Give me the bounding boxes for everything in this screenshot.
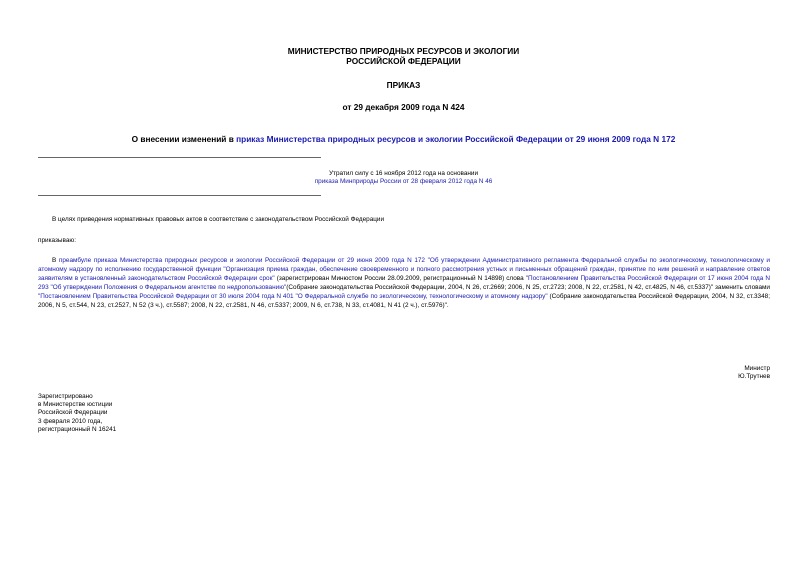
- signatory-position: Министр: [744, 365, 770, 372]
- signature-block: [738, 365, 770, 381]
- registration-line-4: 3 февраля 2010 года,: [38, 417, 103, 425]
- signatory-name: Ю.Трутнев: [738, 373, 770, 381]
- para-end: (Собрание законодательства Российской Федерации, 2004, N 32, ст.3348; 2006, N 5, ст.544, N 23, ст.2527, N 52 (3 ч.), ст.5587; 2008, N 22, ст.2581, N 46, ст.5337; 2009, N 6, ст.738, N 33, ст.4081, N 41 (2 ч.), ст.5976)".: [38, 292, 770, 309]
- registration-line-3: Российской Федерации: [38, 409, 108, 417]
- document-date: от 29 декабря 2009 года N 424: [342, 102, 465, 112]
- registration-line-1: Зарегистрировано: [38, 393, 93, 400]
- divider-top: [38, 157, 321, 158]
- registration-line-2: в Министерстве юстиции: [38, 401, 113, 409]
- ministry-line-2: РОССИЙСКОЙ ФЕДЕРАЦИИ: [346, 56, 461, 66]
- para-mid-2: (Собрание законодательства Российской Федерации, 2004, N 26, ст.2669; 2006, N 25, ст.2723; 2008, N 22, ст.2581, N 42, ст.4825, N 46, ст.5337)" заменить словами: [286, 283, 771, 291]
- resolution-401-link[interactable]: "Постановлением Правительства Российской Федерации от 30 июля 2004 года N 401 "О Федеральной службе по экологическому, технологическому и атомному надзору": [38, 292, 548, 300]
- status-note: [240, 170, 567, 186]
- intro-paragraph: В целях приведения нормативных правовых актов в соответствие с законодательством Российской Федерации: [52, 216, 385, 223]
- ministry-name: [0, 46, 807, 66]
- registration-block: [38, 393, 116, 434]
- para-start: В: [52, 257, 59, 264]
- order-172-link[interactable]: приказа Министерства природных ресурсов и экологии Российской Федерации от 29 июня 2009 года N 172 "Об утверждении Административного регламента Федеральной службы по экологическому, технологическому и атомному надзору по исполнению государственной функции "Организация приема граждан, обеспечение своевременного и полного рассмотрения устных и письменных обращений граждан, принятие по ним решений и направление ответов заявителям в установленный законодательством Российской Федерации срок": [38, 257, 770, 282]
- main-paragraph: [38, 257, 770, 310]
- document-type: ПРИКАЗ: [386, 80, 421, 90]
- para-mid-1: (зарегистрирован Минюстом России 28.09.2009, регистрационный N 14898) слова: [274, 274, 526, 282]
- ministry-line-1: МИНИСТЕРСТВО ПРИРОДНЫХ РЕСУРСОВ И ЭКОЛОГИИ: [287, 46, 520, 56]
- repealing-order-link[interactable]: приказа Минприроды России от 28 февраля 2012 года N 46: [314, 178, 493, 186]
- order-word: приказываю:: [38, 237, 76, 244]
- title-prefix: О внесении изменений в: [131, 134, 237, 144]
- document-title: [40, 134, 767, 144]
- resolution-293-link[interactable]: "Постановлением Правительства Российской Федерации от 17 июня 2004 года N 293 "Об утверждении Положения о Федеральном агентстве по недропользованию": [38, 274, 770, 291]
- registration-line-5: регистрационный N 16241: [38, 425, 117, 433]
- status-line: Утратил силу с 16 ноября 2012 года на основании: [328, 170, 479, 177]
- amended-order-link[interactable]: приказ Министерства природных ресурсов и экологии Российской Федерации от 29 июня 2009 года N 172: [236, 134, 676, 144]
- divider-bottom: [38, 195, 321, 196]
- preamble-link[interactable]: преамбуле: [58, 257, 92, 264]
